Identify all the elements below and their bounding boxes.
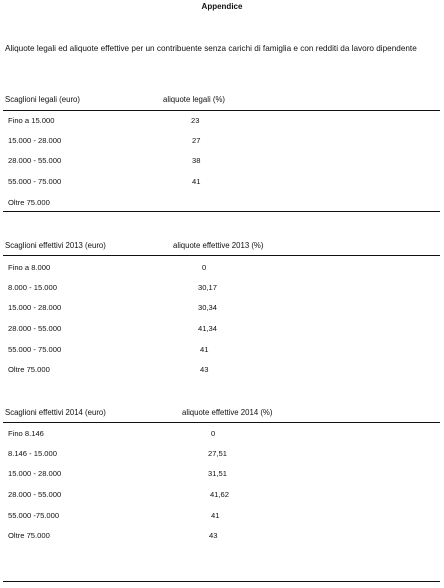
rate-cell: 41,34 <box>198 324 218 333</box>
rate-cell: 41 <box>211 511 220 520</box>
table-row <box>0 429 444 443</box>
rate-cell: 0 <box>211 429 216 438</box>
table-row <box>0 490 444 504</box>
bracket-cell: 55.000 -75.000 <box>8 511 60 520</box>
bracket-cell: 55.000 - 75.000 <box>8 345 62 354</box>
bracket-cell: 8.146 - 15.000 <box>8 449 57 458</box>
bracket-cell: Fino 8.146 <box>8 429 44 438</box>
bracket-cell: Fino a 8.000 <box>8 263 51 272</box>
header-bracket: Scaglioni effettivi 2013 (euro) <box>5 241 106 250</box>
rate-cell: 23 <box>191 116 200 125</box>
bracket-cell: Oltre 75.000 <box>8 531 50 540</box>
bracket-cell: Fino a 15.000 <box>8 116 55 125</box>
table-row <box>0 283 444 297</box>
header-rule <box>3 255 440 256</box>
bracket-cell: 55.000 - 75.000 <box>8 177 62 186</box>
header-bracket: Scaglioni effettivi 2014 (euro) <box>5 408 106 417</box>
rate-cell: 38 <box>192 156 201 165</box>
rate-cell: 30,34 <box>198 303 218 312</box>
table-row <box>0 345 444 359</box>
rate-cell: 41 <box>192 177 201 186</box>
table-row <box>0 511 444 525</box>
table-row <box>0 198 444 212</box>
header-rule <box>3 110 440 111</box>
table-row <box>0 324 444 338</box>
table-row <box>0 469 444 483</box>
appendix-title: Appendice <box>201 2 243 11</box>
bracket-cell: 28.000 - 55.000 <box>8 490 62 499</box>
rate-cell: 43 <box>209 531 218 540</box>
table-row <box>0 116 444 130</box>
page-end-rule <box>3 581 440 582</box>
rate-cell: 31,51 <box>208 469 228 478</box>
table-row <box>0 263 444 277</box>
bracket-cell: 15.000 - 28.000 <box>8 469 62 478</box>
header-rate: aliquote effettive 2014 (%) <box>182 408 273 417</box>
rate-cell: 0 <box>202 263 207 272</box>
bracket-cell: Oltre 75.000 <box>8 365 50 374</box>
table-row <box>0 303 444 317</box>
table-row <box>0 177 444 191</box>
table-row <box>0 156 444 170</box>
rate-cell: 27,51 <box>208 449 228 458</box>
bracket-cell: 15.000 - 28.000 <box>8 136 62 145</box>
rate-cell: 30,17 <box>198 283 218 292</box>
header-rule <box>3 422 440 423</box>
rate-cell: 41 <box>200 345 209 354</box>
rate-cell: 27 <box>192 136 201 145</box>
rate-cell: 43 <box>200 365 209 374</box>
table-row <box>0 531 444 545</box>
table-row <box>0 365 444 379</box>
bracket-cell: Oltre 75.000 <box>8 198 50 207</box>
header-rate: aliquote legali (%) <box>163 95 225 104</box>
header-rate: aliquote effettive 2013 (%) <box>173 241 264 250</box>
table-row <box>0 449 444 463</box>
table-row <box>0 136 444 150</box>
bracket-cell: 8.000 - 15.000 <box>8 283 57 292</box>
rate-cell: 41,62 <box>210 490 230 499</box>
header-bracket: Scaglioni legali (euro) <box>5 95 80 104</box>
bracket-cell: 15.000 - 28.000 <box>8 303 62 312</box>
bracket-cell: 28.000 - 55.000 <box>8 324 62 333</box>
intro-text: Aliquote legali ed aliquote effettive per un contribuente senza carichi di famiglia e con redditi da lavoro dipendente <box>5 44 417 53</box>
bracket-cell: 28.000 - 55.000 <box>8 156 62 165</box>
table-end-rule <box>3 211 440 212</box>
